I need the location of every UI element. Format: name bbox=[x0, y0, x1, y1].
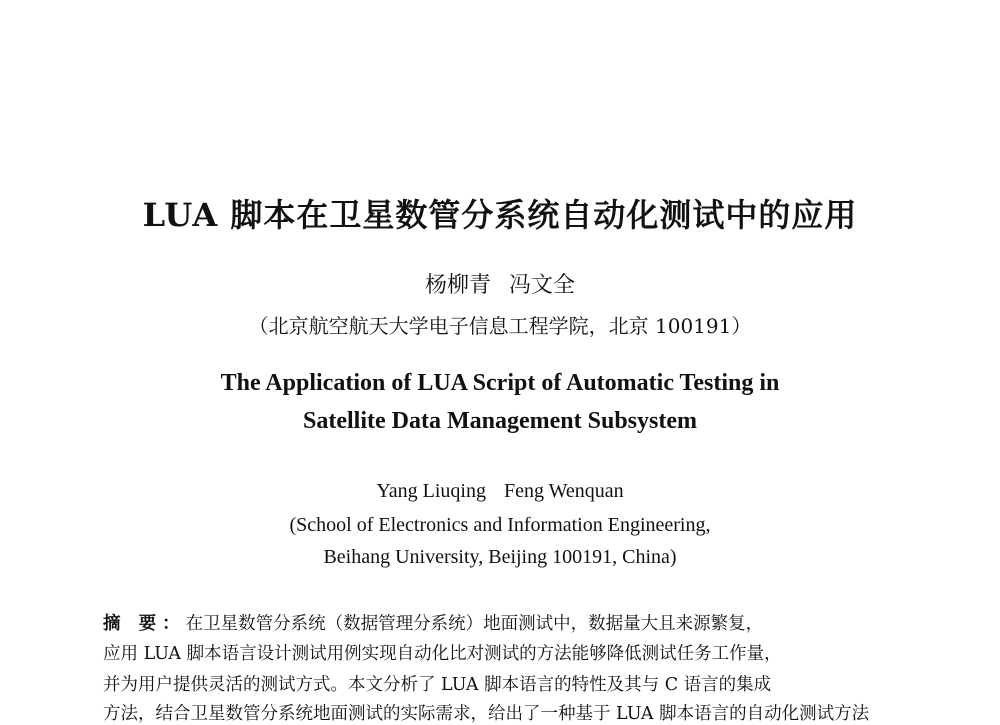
abstract-label: 摘 要： bbox=[103, 614, 186, 634]
paper-title-english-line: The Application of LUA Script of Automatic Testing in bbox=[220, 370, 780, 396]
author-name: 杨柳青 bbox=[424, 273, 491, 298]
paper-title-chinese: LUA 脚本在卫星数管分系统自动化测试中的应用 bbox=[142, 196, 858, 234]
affiliation-chinese: （北京航空航天大学电子信息工程学院，北京 100191） bbox=[248, 314, 752, 338]
abstract-line: 应用 LUA 脚本语言设计测试用例实现自动化比对测试的方法能够降低测试任务工作量， bbox=[103, 644, 782, 664]
affiliation-english-line: (School of Electronics and Information Engineering, bbox=[289, 514, 711, 536]
paper-title-english-line: Satellite Data Management Subsystem bbox=[303, 408, 697, 434]
affiliation-english-line: Beihang University, Beijing 100191, China) bbox=[323, 546, 677, 568]
author-name: Feng Wenquan bbox=[503, 480, 624, 502]
abstract-line: 方法，结合卫星数管分系统地面测试的实际需求，给出了一种基于 LUA 脚本语言的自动化测试方法 bbox=[103, 704, 870, 724]
author-name: 冯文全 bbox=[509, 273, 576, 298]
abstract-line: 并为用户提供灵活的测试方式。本文分析了 LUA 脚本语言的特性及其与 C 语言的集成 bbox=[103, 675, 772, 695]
abstract-text: 在卫星数管分系统（数据管理分系统）地面测试中，数据量大且来源繁复， bbox=[185, 614, 764, 634]
author-name: Yang Liuqing bbox=[376, 480, 486, 502]
authors-english bbox=[0, 480, 1000, 503]
abstract-line bbox=[103, 610, 893, 635]
authors-chinese bbox=[0, 268, 1000, 299]
